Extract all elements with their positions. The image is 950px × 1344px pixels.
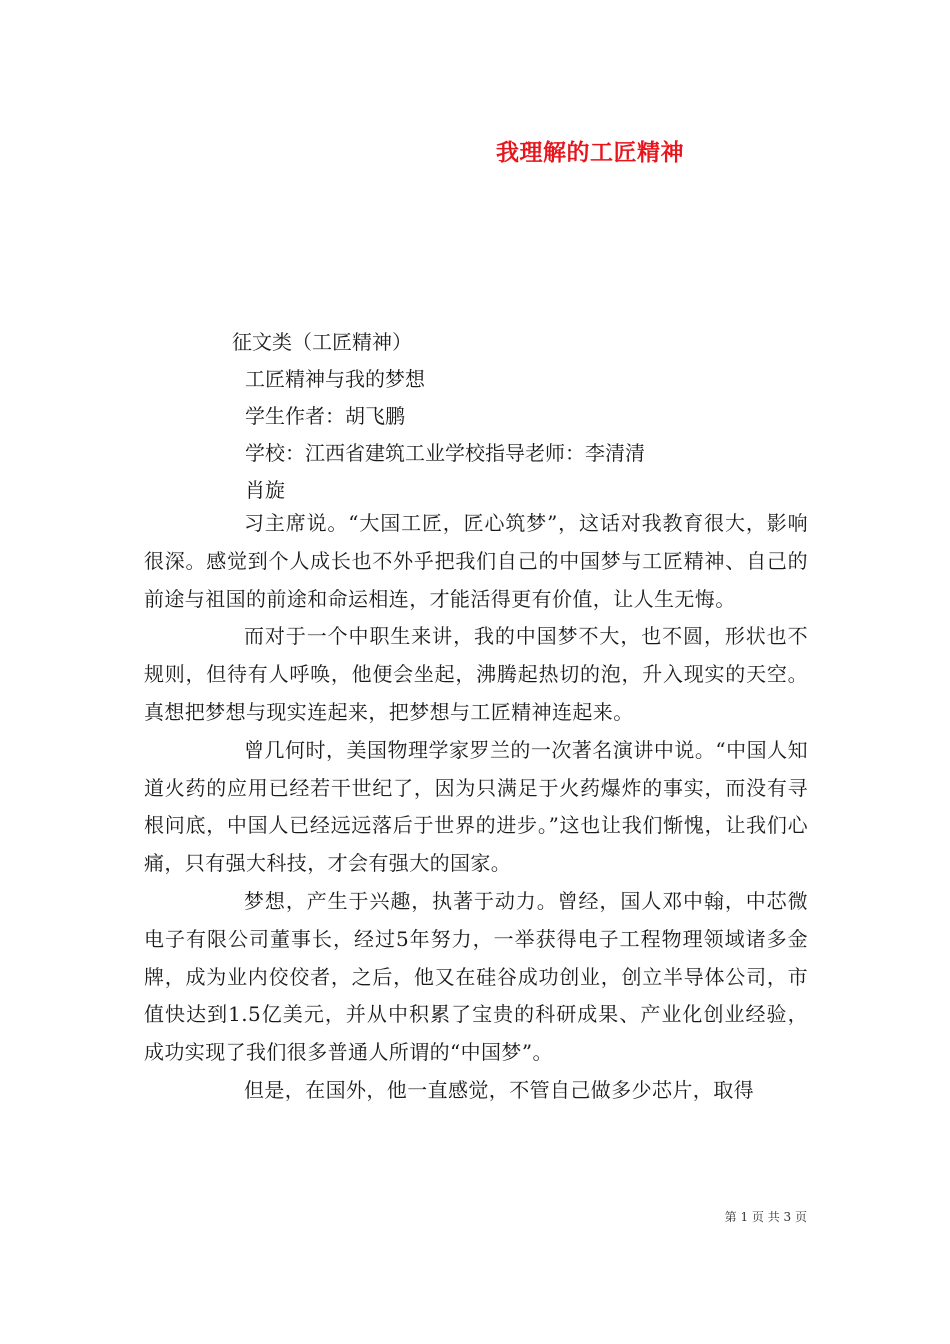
paragraph: 而对于一个中职生来讲，我的中国梦不大，也不圆，形状也不规则，但待有人呼唤，他便会坐起，沸腾起热切的泡，升入现实的天空。真想把梦想与现实连起来，把梦想与工匠精神连起来。 [144,624,808,724]
school-advisor-line: 学校：江西省建筑工业学校指导老师：李清清 [245,441,645,465]
essay-category: 征文类（工匠精神） [232,330,412,354]
paragraph: 但是，在国外，他一直感觉，不管自己做多少芯片，取得 [244,1077,754,1102]
page-number: 第 1 页 共 3 页 [724,1210,807,1224]
paragraph: 曾几何时，美国物理学家罗兰的一次著名演讲中说。“中国人知道火药的应用已经若干世纪了，因为只满足于火药爆炸的事实，而没有寻根问底，中国人已经远远落后于世界的进步。”这也让我们惭愧，让我们心痛，只有强大科技，才会有强大的国家。 [144,737,808,876]
essay-body [144,505,808,1110]
page-title: 我理解的工匠精神 [496,140,684,166]
author-line: 学生作者：胡飞鹏 [245,404,405,428]
advisor-continued-line: 肖旋 [245,478,285,502]
paragraph: 梦想，产生于兴趣，执著于动力。曾经，国人邓中翰，中芯微电子有限公司董事长，经过5年努力，一举获得电子工程物理领域诸多金牌，成为业内佼佼者，之后，他又在硅谷成功创业，创立半导体公司，市值快达到1.5亿美元，并从中积累了宝贵的科研成果、产业化创业经验，成功实现了我们很多普通人所谓的“中国梦”。 [144,888,808,1065]
essay-title: 工匠精神与我的梦想 [245,367,425,391]
paragraph: 习主席说。“大国工匠，匠心筑梦”，这话对我教育很大，影响很深。感觉到个人成长也不外乎把我们自己的中国梦与工匠精神、自己的前途与祖国的前途和命运相连，才能活得更有价值，让人生无悔。 [144,511,808,611]
